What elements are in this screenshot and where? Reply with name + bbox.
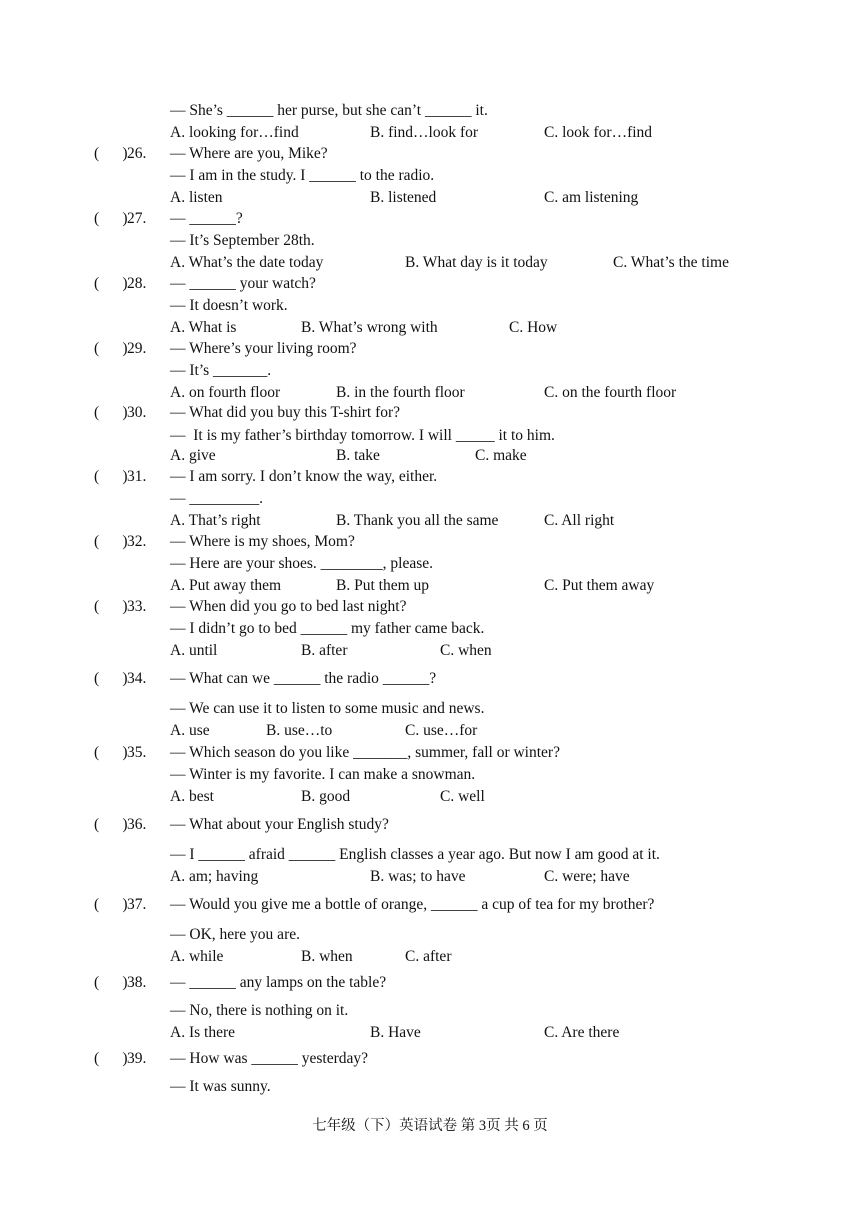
answer-bracket[interactable]: ( ) bbox=[94, 404, 128, 421]
question-line2: — We can use it to listen to some music and news. bbox=[170, 700, 485, 717]
option-a: A. am; having bbox=[170, 868, 259, 885]
option-a: A. What’s the date today bbox=[170, 254, 324, 271]
answer-bracket[interactable]: ( ) bbox=[94, 210, 128, 227]
question-number: 33. bbox=[127, 598, 147, 615]
question-number: 28. bbox=[127, 275, 147, 292]
question-line1: — What about your English study? bbox=[170, 816, 389, 833]
page-footer: 七年级（下）英语试卷 第 3页 共 6 页 bbox=[312, 1118, 548, 1134]
answer-bracket[interactable]: ( ) bbox=[94, 533, 128, 550]
option-b: B. Have bbox=[370, 1024, 421, 1041]
question-number: 27. bbox=[127, 210, 147, 227]
answer-bracket[interactable]: ( ) bbox=[94, 598, 128, 615]
option-c: C. on the fourth floor bbox=[544, 384, 677, 401]
option-a: A. That’s right bbox=[170, 512, 261, 529]
question-line1: — When did you go to bed last night? bbox=[170, 598, 407, 615]
option-c: C. were; have bbox=[544, 868, 630, 885]
question-number: 29. bbox=[127, 340, 147, 357]
option-b: B. take bbox=[336, 447, 380, 464]
question-line1: — ______ any lamps on the table? bbox=[170, 974, 387, 991]
option-c: C. Put them away bbox=[544, 577, 655, 594]
option-b: B. after bbox=[301, 642, 348, 659]
answer-bracket[interactable]: ( ) bbox=[94, 340, 128, 357]
option-c: C. well bbox=[440, 788, 485, 805]
question-number: 35. bbox=[127, 744, 147, 761]
answer-bracket[interactable]: ( ) bbox=[94, 974, 128, 991]
question-line1: — Where’s your living room? bbox=[170, 340, 357, 357]
question-line2: — No, there is nothing on it. bbox=[170, 1002, 349, 1019]
option-b: B. was; to have bbox=[370, 868, 466, 885]
option-a: A. best bbox=[170, 788, 214, 805]
question-line2: — It was sunny. bbox=[170, 1078, 271, 1095]
question-line1: — Would you give me a bottle of orange, ______ a cup of tea for my brother? bbox=[170, 896, 655, 913]
question-line1: — I am sorry. I don’t know the way, either. bbox=[170, 468, 438, 485]
question-number: 39. bbox=[127, 1050, 147, 1067]
question-line2: — Here are your shoes. ________, please. bbox=[170, 555, 433, 572]
question-line2: — I am in the study. I ______ to the radio. bbox=[170, 167, 435, 184]
question-line2: — It is my father’s birthday tomorrow. I will _____ it to him. bbox=[170, 427, 555, 444]
question-line2: — Winter is my favorite. I can make a snowman. bbox=[170, 766, 476, 783]
option-b: B. Put them up bbox=[336, 577, 430, 594]
option-a: A. What is bbox=[170, 319, 237, 336]
answer-bracket[interactable]: ( ) bbox=[94, 468, 128, 485]
question-line1: — How was ______ yesterday? bbox=[170, 1050, 369, 1067]
option-c: C. Are there bbox=[544, 1024, 620, 1041]
question-number: 38. bbox=[127, 974, 147, 991]
question-number: 26. bbox=[127, 145, 147, 162]
question-line1: — ______? bbox=[170, 210, 243, 227]
option-a: A. while bbox=[170, 948, 224, 965]
option-c: C. How bbox=[509, 319, 558, 336]
answer-bracket[interactable]: ( ) bbox=[94, 816, 128, 833]
option-b: B. when bbox=[301, 948, 353, 965]
option-a: A. use bbox=[170, 722, 210, 739]
question-line1: — ______ your watch? bbox=[170, 275, 316, 292]
question-line2: — I ______ afraid ______ English classes a year ago. But now I am good at it. bbox=[170, 846, 660, 863]
question-number: 31. bbox=[127, 468, 147, 485]
question-number: 37. bbox=[127, 896, 147, 913]
question-line2: — It doesn’t work. bbox=[170, 297, 288, 314]
option-a: A. until bbox=[170, 642, 218, 659]
question-line1: — What can we ______ the radio ______? bbox=[170, 670, 437, 687]
question-line2: — OK, here you are. bbox=[170, 926, 300, 943]
option-b: B. listened bbox=[370, 189, 437, 206]
question-line2: — It’s _______. bbox=[170, 362, 272, 379]
answer-bracket[interactable]: ( ) bbox=[94, 145, 128, 162]
option-a: A. Is there bbox=[170, 1024, 235, 1041]
option-b: B. in the fourth floor bbox=[336, 384, 465, 401]
answer-bracket[interactable]: ( ) bbox=[94, 275, 128, 292]
answer-bracket[interactable]: ( ) bbox=[94, 896, 128, 913]
option-a: A. Put away them bbox=[170, 577, 282, 594]
answer-bracket[interactable]: ( ) bbox=[94, 1050, 128, 1067]
question-line1: — Where are you, Mike? bbox=[170, 145, 328, 162]
q25-option-c: C. look for…find bbox=[544, 124, 653, 141]
question-line1: — Which season do you like _______, summer, fall or winter? bbox=[170, 744, 560, 761]
question-line2: — _________. bbox=[170, 490, 263, 507]
option-c: C. use…for bbox=[405, 722, 478, 739]
option-c: C. make bbox=[475, 447, 527, 464]
option-b: B. use…to bbox=[266, 722, 333, 739]
option-b: B. What day is it today bbox=[405, 254, 548, 271]
question-number: 30. bbox=[127, 404, 147, 421]
option-c: C. after bbox=[405, 948, 452, 965]
question-line2: — It’s September 28th. bbox=[170, 232, 315, 249]
option-a: A. give bbox=[170, 447, 216, 464]
option-b: B. Thank you all the same bbox=[336, 512, 499, 529]
option-b: B. good bbox=[301, 788, 351, 805]
option-a: A. on fourth floor bbox=[170, 384, 281, 401]
option-c: C. am listening bbox=[544, 189, 639, 206]
answer-bracket[interactable]: ( ) bbox=[94, 670, 128, 687]
option-a: A. listen bbox=[170, 189, 223, 206]
question-line1: — What did you buy this T-shirt for? bbox=[170, 404, 401, 421]
question-line1: — Where is my shoes, Mom? bbox=[170, 533, 355, 550]
question-line2: — I didn’t go to bed ______ my father came back. bbox=[170, 620, 485, 637]
option-c: C. All right bbox=[544, 512, 615, 529]
q25-option-a: A. looking for…find bbox=[170, 124, 299, 141]
option-b: B. What’s wrong with bbox=[301, 319, 438, 336]
option-c: C. What’s the time bbox=[613, 254, 729, 271]
option-c: C. when bbox=[440, 642, 492, 659]
answer-bracket[interactable]: ( ) bbox=[94, 744, 128, 761]
question-number: 34. bbox=[127, 670, 147, 687]
q25-line1: — She’s ______ her purse, but she can’t ______ it. bbox=[170, 102, 488, 119]
question-number: 32. bbox=[127, 533, 147, 550]
q25-option-b: B. find…look for bbox=[370, 124, 479, 141]
question-number: 36. bbox=[127, 816, 147, 833]
